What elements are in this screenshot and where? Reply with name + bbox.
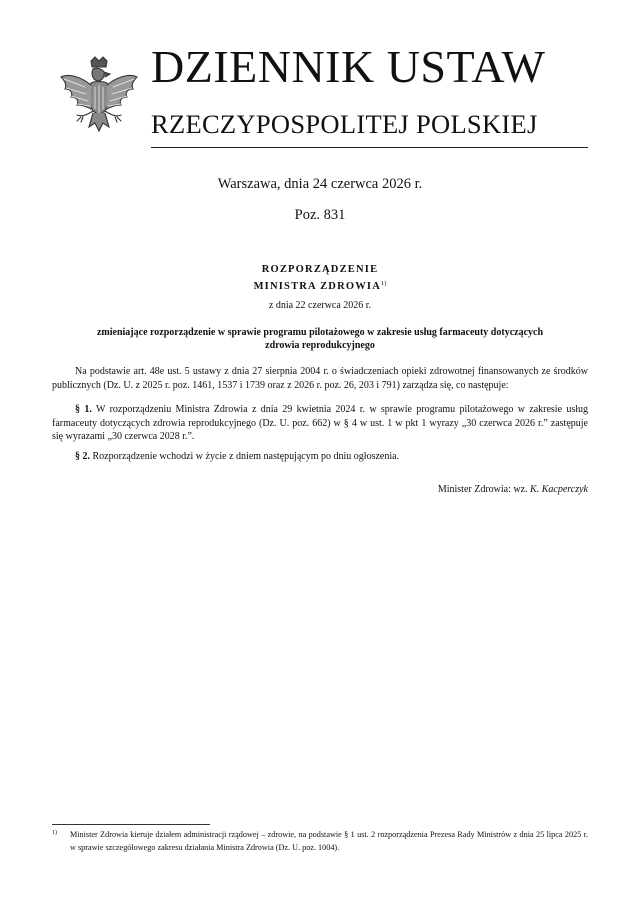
- act-type: ROZPORZĄDZENIE: [261, 264, 379, 275]
- header-divider: [151, 147, 588, 148]
- journal-title: DZIENNIK USTAW: [151, 41, 546, 92]
- act-subject: zmieniające rozporządzenie w sprawie programu pilotażowego w zakresie usług farmaceuty dotyczących zdrowia reprodukcyjnego: [96, 327, 544, 351]
- act-author-text: MINISTRA ZDROWIA: [253, 281, 381, 292]
- signature-name: K. Kacperczyk: [530, 484, 588, 495]
- section-2-paragraph: [52, 450, 588, 464]
- signature-role: Minister Zdrowia: wz.: [437, 484, 528, 495]
- footnote-number: 1): [52, 830, 57, 836]
- place-and-date: Warszawa, dnia 24 czerwca 2026 r.: [217, 176, 423, 192]
- section-2-mark: § 2.: [75, 451, 90, 462]
- act-date: z dnia 22 czerwca 2026 r.: [268, 300, 372, 311]
- preamble-paragraph: Na podstawie art. 48e ust. 5 ustawy z dnia 27 sierpnia 2004 r. o świadczeniach opieki zdrowotnej finansowanych ze środków publicznych (Dz. U. z 2025 r. poz. 1461, 1537 i 1739 oraz z 2026 r. poz. 26, 203 i 791) zarządza się, co następuje:: [52, 366, 588, 391]
- footnote-divider: [52, 824, 210, 825]
- section-1-mark: § 1.: [75, 404, 92, 415]
- act-author: [0, 280, 640, 292]
- journal-subtitle: RZECZYPOSPOLITEJ POLSKIEJ: [151, 109, 538, 139]
- signature: [438, 484, 588, 495]
- position-number: Poz. 831: [294, 207, 346, 223]
- section-1-paragraph: [52, 403, 588, 444]
- footnote: [52, 829, 588, 854]
- footnote-reference: 1): [381, 280, 387, 287]
- footnote-text: Minister Zdrowia kieruje działem administracji rządowej – zdrowie, na podstawie § 1 ust. 2 rozporządzenia Prezesa Rady Ministrów z dnia 25 lipca 2025 r. w sprawie szczegółowego zakresu działania Ministra Zdrowia (Dz. U. poz. 1004).: [70, 830, 588, 852]
- section-2-text: Rozporządzenie wchodzi w życie z dniem następującym po dniu ogłoszenia.: [92, 451, 400, 462]
- section-1-text: W rozporządzeniu Ministra Zdrowia z dnia 29 kwietnia 2024 r. w sprawie programu pilotażowego w zakresie usług farmaceuty dotyczących zdrowia reprodukcyjnego (Dz. U. poz. 662) w § 4 w ust. 1 w pkt 1 wyrazy „30 czerwca 2026 r.” zastępuje się wyrazami „30 czerwca 2028 r.”.: [52, 404, 589, 443]
- polish-eagle-emblem-icon: [55, 55, 143, 147]
